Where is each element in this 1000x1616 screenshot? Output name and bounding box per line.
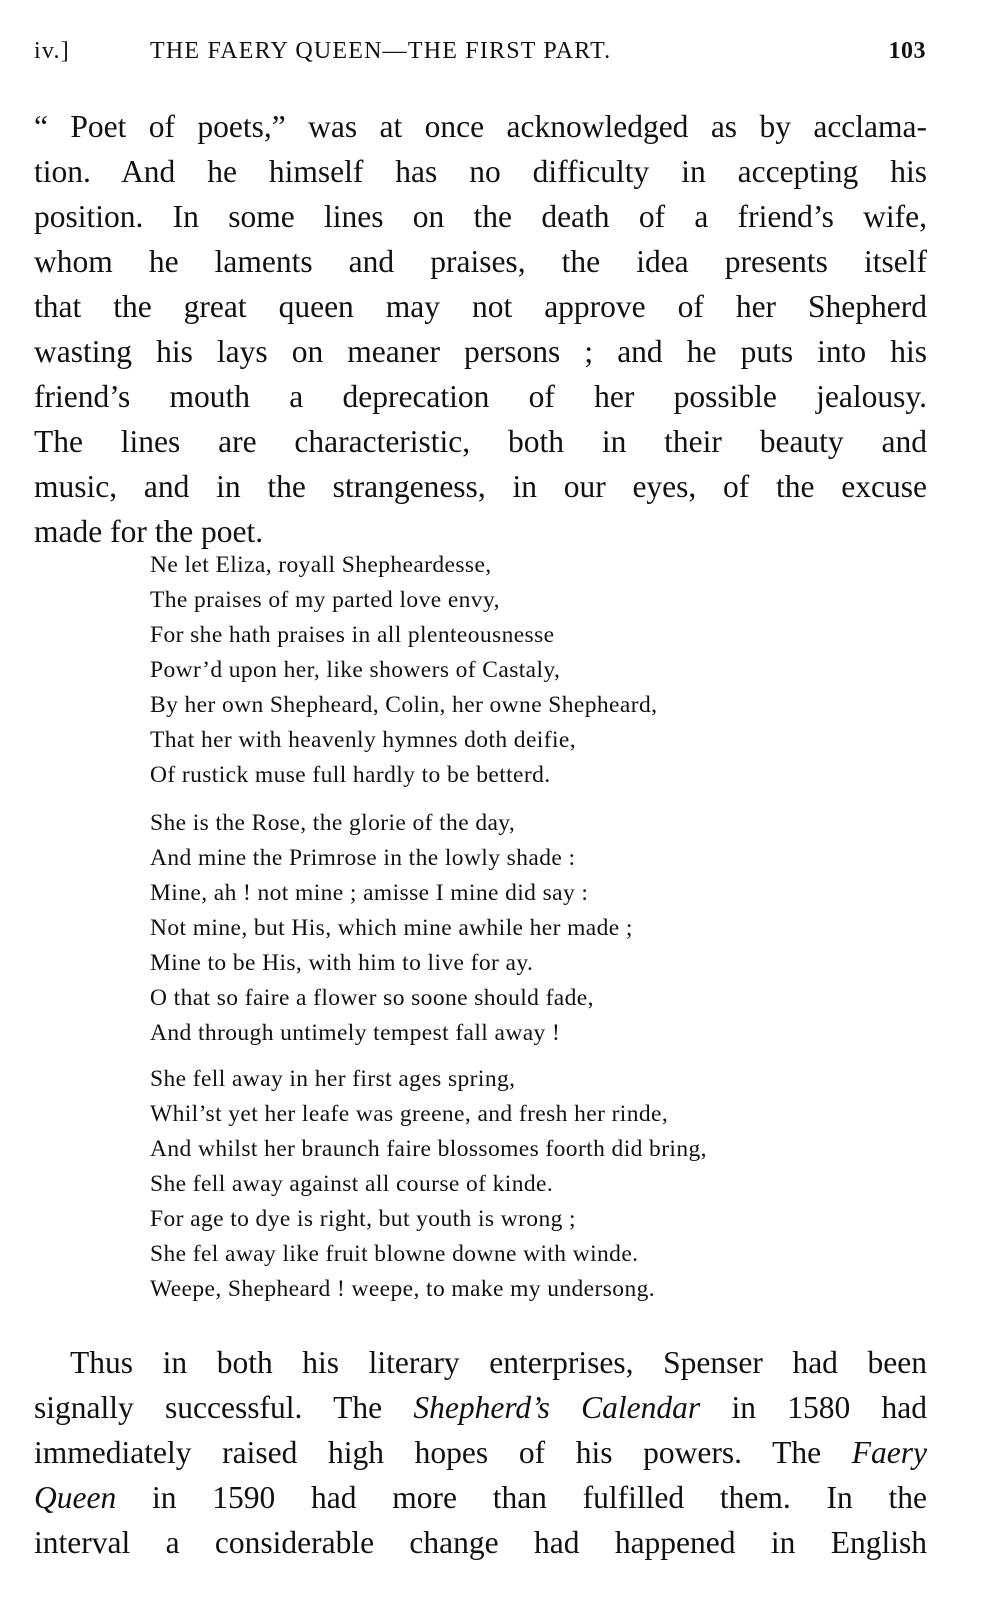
- text-line: The lines are characteristic, both in their beauty and: [34, 424, 927, 459]
- verse-line: That her with heavenly hymnes doth deifie,: [150, 727, 576, 753]
- text-line: tion. And he himself has no difficulty in accepting his: [34, 154, 927, 189]
- verse-line: For age to dye is right, but youth is wrong ;: [150, 1206, 576, 1232]
- verse-line: And through untimely tempest fall away !: [150, 1020, 561, 1046]
- book-title-queen: Queen: [34, 1480, 117, 1515]
- verse-line: She fell away against all course of kinde.: [150, 1171, 554, 1197]
- text-line: [34, 1430, 927, 1475]
- verse-line: She fell away in her first ages spring,: [150, 1066, 516, 1092]
- chapter-marker: iv.]: [34, 38, 70, 64]
- text-line: [34, 1385, 927, 1430]
- verse-line: O that so faire a flower so soone should fade,: [150, 985, 594, 1011]
- verse-line: Mine, ah ! not mine ; amisse I mine did say :: [150, 880, 589, 906]
- text-line: friend’s mouth a deprecation of her possible jealousy.: [34, 379, 927, 414]
- text-line: that the great queen may not approve of her Shepherd: [34, 289, 927, 324]
- text-line: music, and in the strangeness, in our eyes, of the excuse: [34, 469, 927, 504]
- book-title-faery: Faery: [851, 1435, 927, 1470]
- running-header: [34, 38, 926, 72]
- verse-line: She fel away like fruit blowne downe with winde.: [150, 1241, 639, 1267]
- poem-stanza-2: [150, 806, 850, 1051]
- running-title: THE FAERY QUEEN—THE FIRST PART.: [150, 38, 612, 64]
- verse-line: Weepe, Shepheard ! weepe, to make my undersong.: [150, 1276, 656, 1302]
- text-line: position. In some lines on the death of a friend’s wife,: [34, 199, 927, 234]
- text-line: wasting his lays on meaner persons ; and he puts into his: [34, 334, 927, 369]
- verse-line: For she hath praises in all plenteousnesse: [150, 622, 555, 648]
- verse-line: She is the Rose, the glorie of the day,: [150, 810, 516, 836]
- verse-line: Powr’d upon her, like showers of Castaly,: [150, 657, 561, 683]
- verse-line: The praises of my parted love envy,: [150, 587, 500, 613]
- text-line: interval a considerable change had happened in English: [34, 1525, 927, 1560]
- text-run: immediately raised high hopes of his powers. The: [34, 1435, 852, 1470]
- page-number: 103: [888, 38, 926, 64]
- verse-line: Of rustick muse full hardly to be betterd.: [150, 762, 551, 788]
- verse-line: Not mine, but His, which mine awhile her made ;: [150, 915, 633, 941]
- text-line: made for the poet.: [34, 514, 264, 549]
- verse-line: And mine the Primrose in the lowly shade :: [150, 845, 576, 871]
- text-line: [34, 1475, 927, 1520]
- book-title-shepherds-calendar: Shepherd’s Calendar: [413, 1390, 701, 1425]
- text-line: whom he laments and praises, the idea presents itself: [34, 244, 927, 279]
- verse-line: And whilst her braunch faire blossomes foorth did bring,: [150, 1136, 707, 1162]
- poem-stanza-1: [150, 548, 850, 793]
- text-line: “ Poet of poets,” was at once acknowledged as by acclama-: [34, 109, 927, 144]
- text-run: signally successful. The: [34, 1390, 414, 1425]
- verse-line: Whil’st yet her leafe was greene, and fresh her rinde,: [150, 1101, 669, 1127]
- paragraph-conclusion: [34, 1340, 927, 1565]
- poem-stanza-3: [150, 1062, 850, 1307]
- text-run: in 1580 had: [700, 1390, 928, 1425]
- text-run: in 1590 had more than fulfilled them. In the: [116, 1480, 927, 1515]
- verse-line: By her own Shepheard, Colin, her owne Shepheard,: [150, 692, 658, 718]
- paragraph-intro: [34, 104, 927, 554]
- text-line: Thus in both his literary enterprises, Spenser had been: [70, 1345, 927, 1380]
- verse-line: Mine to be His, with him to live for ay.: [150, 950, 534, 976]
- verse-line: Ne let Eliza, royall Shepheardesse,: [150, 552, 492, 578]
